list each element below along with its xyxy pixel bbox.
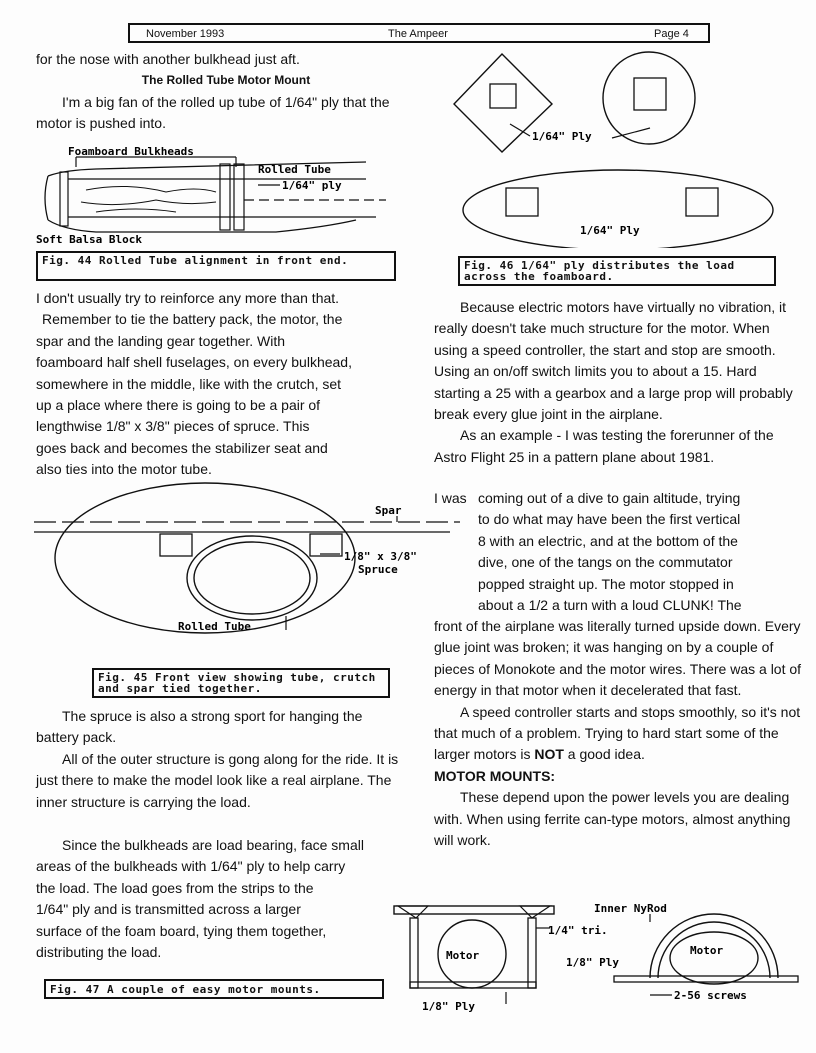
header-date: November 1993 <box>146 28 225 40</box>
para-vibration: Because electric motors have virtually no vibration, it really doesn't take much structure for the motor. When using a speed controller, the start and stop are smooth. Using an on/off switch limits you to about a 15. Hard starting a 25 with a gearbox and a large prop will probably break every glue joint in the airplane. <box>434 299 793 423</box>
bulk-line-1: Since the bulkheads are load bearing, face small <box>62 837 364 853</box>
para-big-fan: I'm a big fan of the rolled up tube of 1/64" ply that the motor is pushed into. <box>36 93 390 132</box>
para-front: front of the airplane was literally turned upside down. Every glue joint was broken; it was hanging on by a couple of pieces of Monokote and the motor wires. There was a lot of energy in that motor when it decelerated that fast. <box>434 618 802 699</box>
page-header <box>128 23 710 43</box>
reinforce-line-7: lengthwise 1/8" x 3/8" pieces of spruce. This <box>36 418 310 435</box>
controller-text-a: A speed controller starts and stops smoothly, so it's not that much of a problem. Trying to hard start some of the larger motors is <box>434 703 801 763</box>
fig46-label-ply-top: 1/64" Ply <box>532 130 592 143</box>
fig45-label-size: 1/8" x 3/8" <box>344 550 417 563</box>
fig47-drawing <box>388 896 806 1016</box>
reinforce-line-3: spar and the landing gear together. With <box>36 332 286 349</box>
fig44-label-ply: 1/64" ply <box>282 179 342 192</box>
fig47-label-screws: 2-56 screws <box>674 989 747 1002</box>
para-coming <box>478 488 808 616</box>
heading-motor-mounts: MOTOR MOUNTS: <box>434 767 556 784</box>
reinforce-line-9: also ties into the motor tube. <box>36 461 212 478</box>
coming-line-5: popped straight up. The motor stopped in <box>478 575 734 592</box>
bulk-line-4: 1/64" ply and is transmitted across a larger <box>36 901 301 918</box>
reinforce-line-6: up a place where there is going to be a pair of <box>36 397 321 414</box>
bulk-line-3: the load. The load goes from the strips to the <box>36 879 314 896</box>
fig47-label-motor-right: Motor <box>690 944 724 957</box>
para-outer: All of the outer structure is gong along for the ride. It is just there to make the model look like a real airplane. The inner structure is carrying the load. <box>36 750 399 810</box>
coming-line-2: to do what may have been the first vertical <box>478 511 741 528</box>
fig45-label-spruce: Spruce <box>358 563 398 576</box>
para-spruce: The spruce is also a strong sport for hanging the battery pack. <box>36 708 363 746</box>
para-coming-lead: I was <box>434 490 467 506</box>
fig47-label-nyrod: Inner NyRod <box>594 902 667 915</box>
fig45-label-rolled-tube: Rolled Tube <box>178 620 251 633</box>
para-mounts: These depend upon the power levels you are dealing with. When using ferrite can-type motors, almost anything will work. <box>434 789 791 849</box>
coming-line-1: coming out of a dive to gain altitude, trying <box>478 490 741 506</box>
reinforce-line-2: Remember to tie the battery pack, the motor, the <box>42 311 343 328</box>
para-bulkheads <box>36 835 416 963</box>
fig46-drawing <box>450 48 780 248</box>
left-lower-text <box>36 706 406 813</box>
fig47-label-tri: 1/4" tri. <box>548 924 608 937</box>
fig44-label-rolled-tube: Rolled Tube <box>258 163 331 176</box>
para-controller <box>434 702 804 766</box>
header-page: Page 4 <box>654 28 689 40</box>
reinforce-line-5: somewhere in the middle, like with the crutch, set <box>36 375 342 392</box>
fig44-label-balsa: Soft Balsa Block <box>36 233 142 246</box>
controller-not: NOT <box>534 746 564 763</box>
controller-text-b: a good idea. <box>563 746 645 763</box>
coming-line-3: 8 with an electric, and at the bottom of the <box>478 532 738 549</box>
fig47-caption: Fig. 47 A couple of easy motor mounts. <box>44 979 384 999</box>
bulk-line-6: distributing the load. <box>36 944 162 961</box>
coming-line-6: about a 1/2 a turn with a loud CLUNK! The <box>478 597 742 614</box>
left-top-text <box>36 49 416 135</box>
fig45-label-spar: Spar <box>375 504 402 517</box>
reinforce-line-1: I don't usually try to reinforce any more than that. <box>36 290 340 306</box>
para-example: As an example - I was testing the forerunner of the Astro Flight 25 in a pattern plane about 1981. <box>434 427 774 465</box>
reinforce-line-8: goes back and becomes the stabilizer seat and <box>36 439 328 456</box>
bulk-line-5: surface of the foam board, tying them together, <box>36 922 327 939</box>
fig47-label-ply-left: 1/8" Ply <box>422 1000 475 1013</box>
fig45-caption: Fig. 45 Front view showing tube, crutch and spar tied together. <box>92 668 390 698</box>
fig46-caption: Fig. 46 1/64" ply distributes the load across the foamboard. <box>458 256 776 286</box>
para-reinforce <box>36 288 416 481</box>
fig46-label-ply-bottom: 1/64" Ply <box>580 224 640 237</box>
heading-rolled-tube: The Rolled Tube Motor Mount <box>141 73 311 88</box>
right-text-bottom <box>434 616 804 851</box>
reinforce-line-4: foamboard half shell fuselages, on every bulkhead, <box>36 354 352 371</box>
para-nose: for the nose with another bulkhead just aft. <box>36 51 300 67</box>
fig47-label-motor-left: Motor <box>446 949 480 962</box>
right-text-top <box>434 297 804 468</box>
fig44-caption: Fig. 44 Rolled Tube alignment in front end. <box>36 251 396 281</box>
coming-line-4: dive, one of the tangs on the commutator <box>478 554 733 571</box>
fig47-label-ply-right: 1/8" Ply <box>566 956 619 969</box>
fig44-label-bulkheads: Foamboard Bulkheads <box>68 145 194 158</box>
header-title: The Ampeer <box>388 28 448 40</box>
fig44-drawing <box>36 142 401 252</box>
bulk-line-2: areas of the bulkheads with 1/64" ply to help carry <box>36 858 346 875</box>
fig45-drawing <box>30 478 460 658</box>
